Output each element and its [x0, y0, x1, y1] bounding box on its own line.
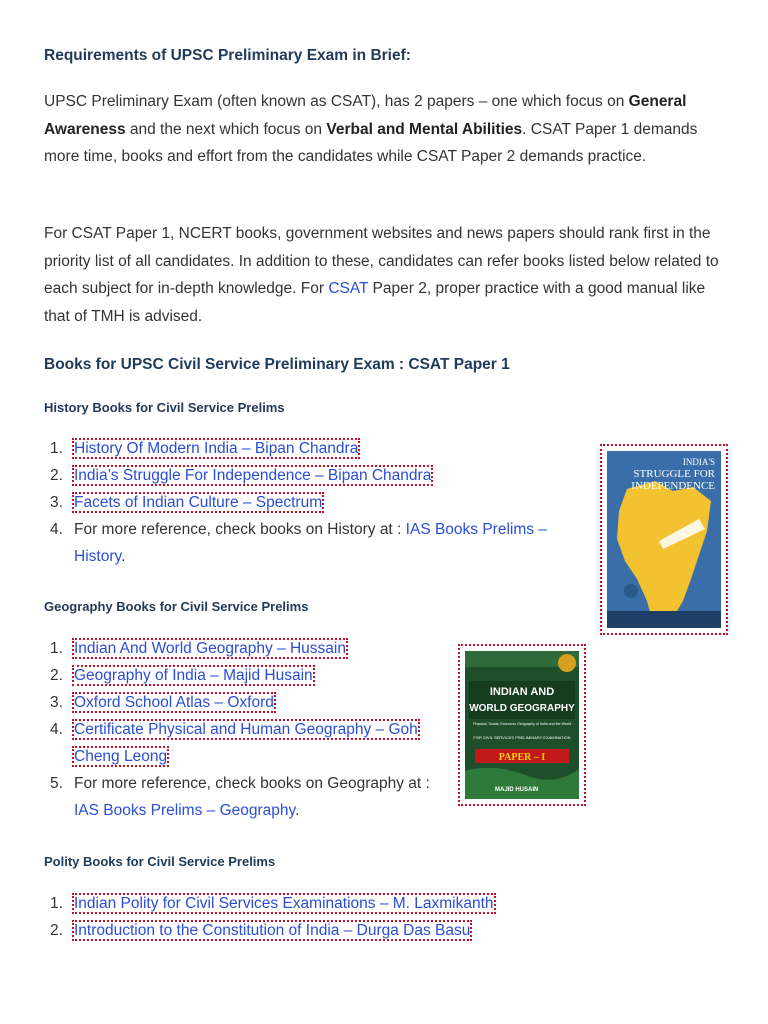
list-number: 4. [50, 521, 63, 538]
list-item [44, 435, 584, 462]
list-item [44, 890, 584, 917]
geography-book-cover[interactable] [458, 644, 586, 806]
cover-title-line-2: WORLD GEOGRAPHY [469, 703, 575, 714]
section-heading-requirements: Requirements of UPSC Preliminary Exam in Brief: [44, 47, 411, 64]
list-item [44, 662, 449, 689]
list-item [44, 635, 449, 662]
cover-title-line-2: STRUGGLE FOR [633, 468, 715, 480]
list-item [44, 917, 584, 944]
list-item [44, 770, 449, 824]
book-link-modern-india[interactable]: History Of Modern India – Bipan Chandra [74, 440, 359, 457]
more-reference-text: For more reference, check books on History at : [74, 521, 406, 538]
book-link-physical-human-geography[interactable]: Certificate Physical and Human Geography – Goh Cheng Leong [74, 721, 418, 765]
more-reference-suffix: . [295, 802, 300, 819]
history-book-cover[interactable] [600, 444, 728, 635]
list-item [44, 716, 449, 770]
intro-text-3: . CSAT Paper 1 demands more time, books and effort from the candidates while CSAT Paper 2 demands practice. [44, 120, 698, 165]
paper1-text-2: Paper 2, proper practice with a good manual like that of TMH is advised. [44, 280, 706, 325]
section-heading-books: Books for UPSC Civil Service Preliminary Exam : CSAT Paper 1 [44, 356, 510, 373]
list-number: 4. [50, 721, 63, 738]
cover-author: MAJID HUSAIN [495, 787, 539, 793]
book-link-indian-world-geography[interactable]: Indian And World Geography – Hussain [74, 640, 346, 657]
history-book-list [44, 435, 584, 570]
book-link-indian-polity[interactable]: Indian Polity for Civil Services Examinations – M. Laxmikanth [74, 895, 494, 912]
polity-book-list [44, 890, 584, 944]
list-number: 2. [50, 467, 63, 484]
list-number: 3. [50, 494, 63, 511]
list-item [44, 489, 584, 516]
paper1-text-1: For CSAT Paper 1, NCERT books, government websites and news papers should rank first in the priority list of all candidates. In addition to these, candidates can refer books listed below related to each subject for in-depth knowledge. For [44, 225, 719, 297]
intro-text-1: UPSC Preliminary Exam (often known as CSAT), has 2 papers – one which focus on [44, 93, 629, 110]
cover-paper-label: PAPER – I [498, 752, 546, 763]
geography-heading: Geography Books for Civil Service Prelims [44, 599, 309, 614]
more-reference-text: For more reference, check books on Geography at : [74, 775, 430, 792]
cover-subtitle: Physical, Social, Economic Geography of India and the World [473, 722, 571, 726]
list-item [44, 462, 584, 489]
list-number: 1. [50, 895, 63, 912]
paper1-paragraph [44, 220, 734, 330]
book-link-facets-indian-culture[interactable]: Facets of Indian Culture – Spectrum [74, 494, 323, 511]
ias-books-geography-link[interactable]: IAS Books Prelims – Geography [74, 802, 296, 819]
intro-text-2: and the next which focus on [125, 120, 327, 138]
book-link-constitution-of-india[interactable]: Introduction to the Constitution of India – Durga Das Basu [74, 922, 471, 939]
book-link-indias-struggle[interactable]: India’s Struggle For Independence – Bipan Chandra [74, 467, 432, 484]
history-heading: History Books for Civil Service Prelims [44, 400, 285, 415]
list-number: 5. [50, 775, 63, 792]
indian-world-geography-cover-image [465, 651, 579, 799]
more-reference-suffix: . [121, 548, 126, 565]
book-link-geography-of-india[interactable]: Geography of India – Majid Husain [74, 667, 313, 684]
list-number: 1. [50, 640, 63, 657]
csat-link[interactable]: CSAT [328, 280, 369, 297]
intro-paragraph [44, 88, 734, 171]
cover-title-line-3: INDEPENDENCE [631, 480, 715, 492]
list-number: 1. [50, 440, 63, 457]
geography-book-list [44, 635, 449, 824]
cover-title-line-1: INDIA'S [682, 457, 715, 467]
intro-bold-general-awareness: General Awareness [44, 93, 687, 138]
cover-exam-line: FOR CIVIL SERVICES PRELIMINARY EXAMINATION [473, 735, 571, 740]
indias-struggle-cover-image [607, 451, 721, 628]
list-item [44, 516, 584, 570]
list-item [44, 689, 449, 716]
cover-title-line-1: INDIAN AND [489, 686, 555, 698]
list-number: 2. [50, 667, 63, 684]
list-number: 2. [50, 922, 63, 939]
polity-heading: Polity Books for Civil Service Prelims [44, 854, 276, 869]
book-link-oxford-atlas[interactable]: Oxford School Atlas – Oxford [74, 694, 274, 711]
intro-bold-verbal-abilities: Verbal and Mental Abilities [326, 120, 523, 138]
ias-books-history-link[interactable]: IAS Books Prelims – History [74, 521, 547, 565]
list-number: 3. [50, 694, 63, 711]
